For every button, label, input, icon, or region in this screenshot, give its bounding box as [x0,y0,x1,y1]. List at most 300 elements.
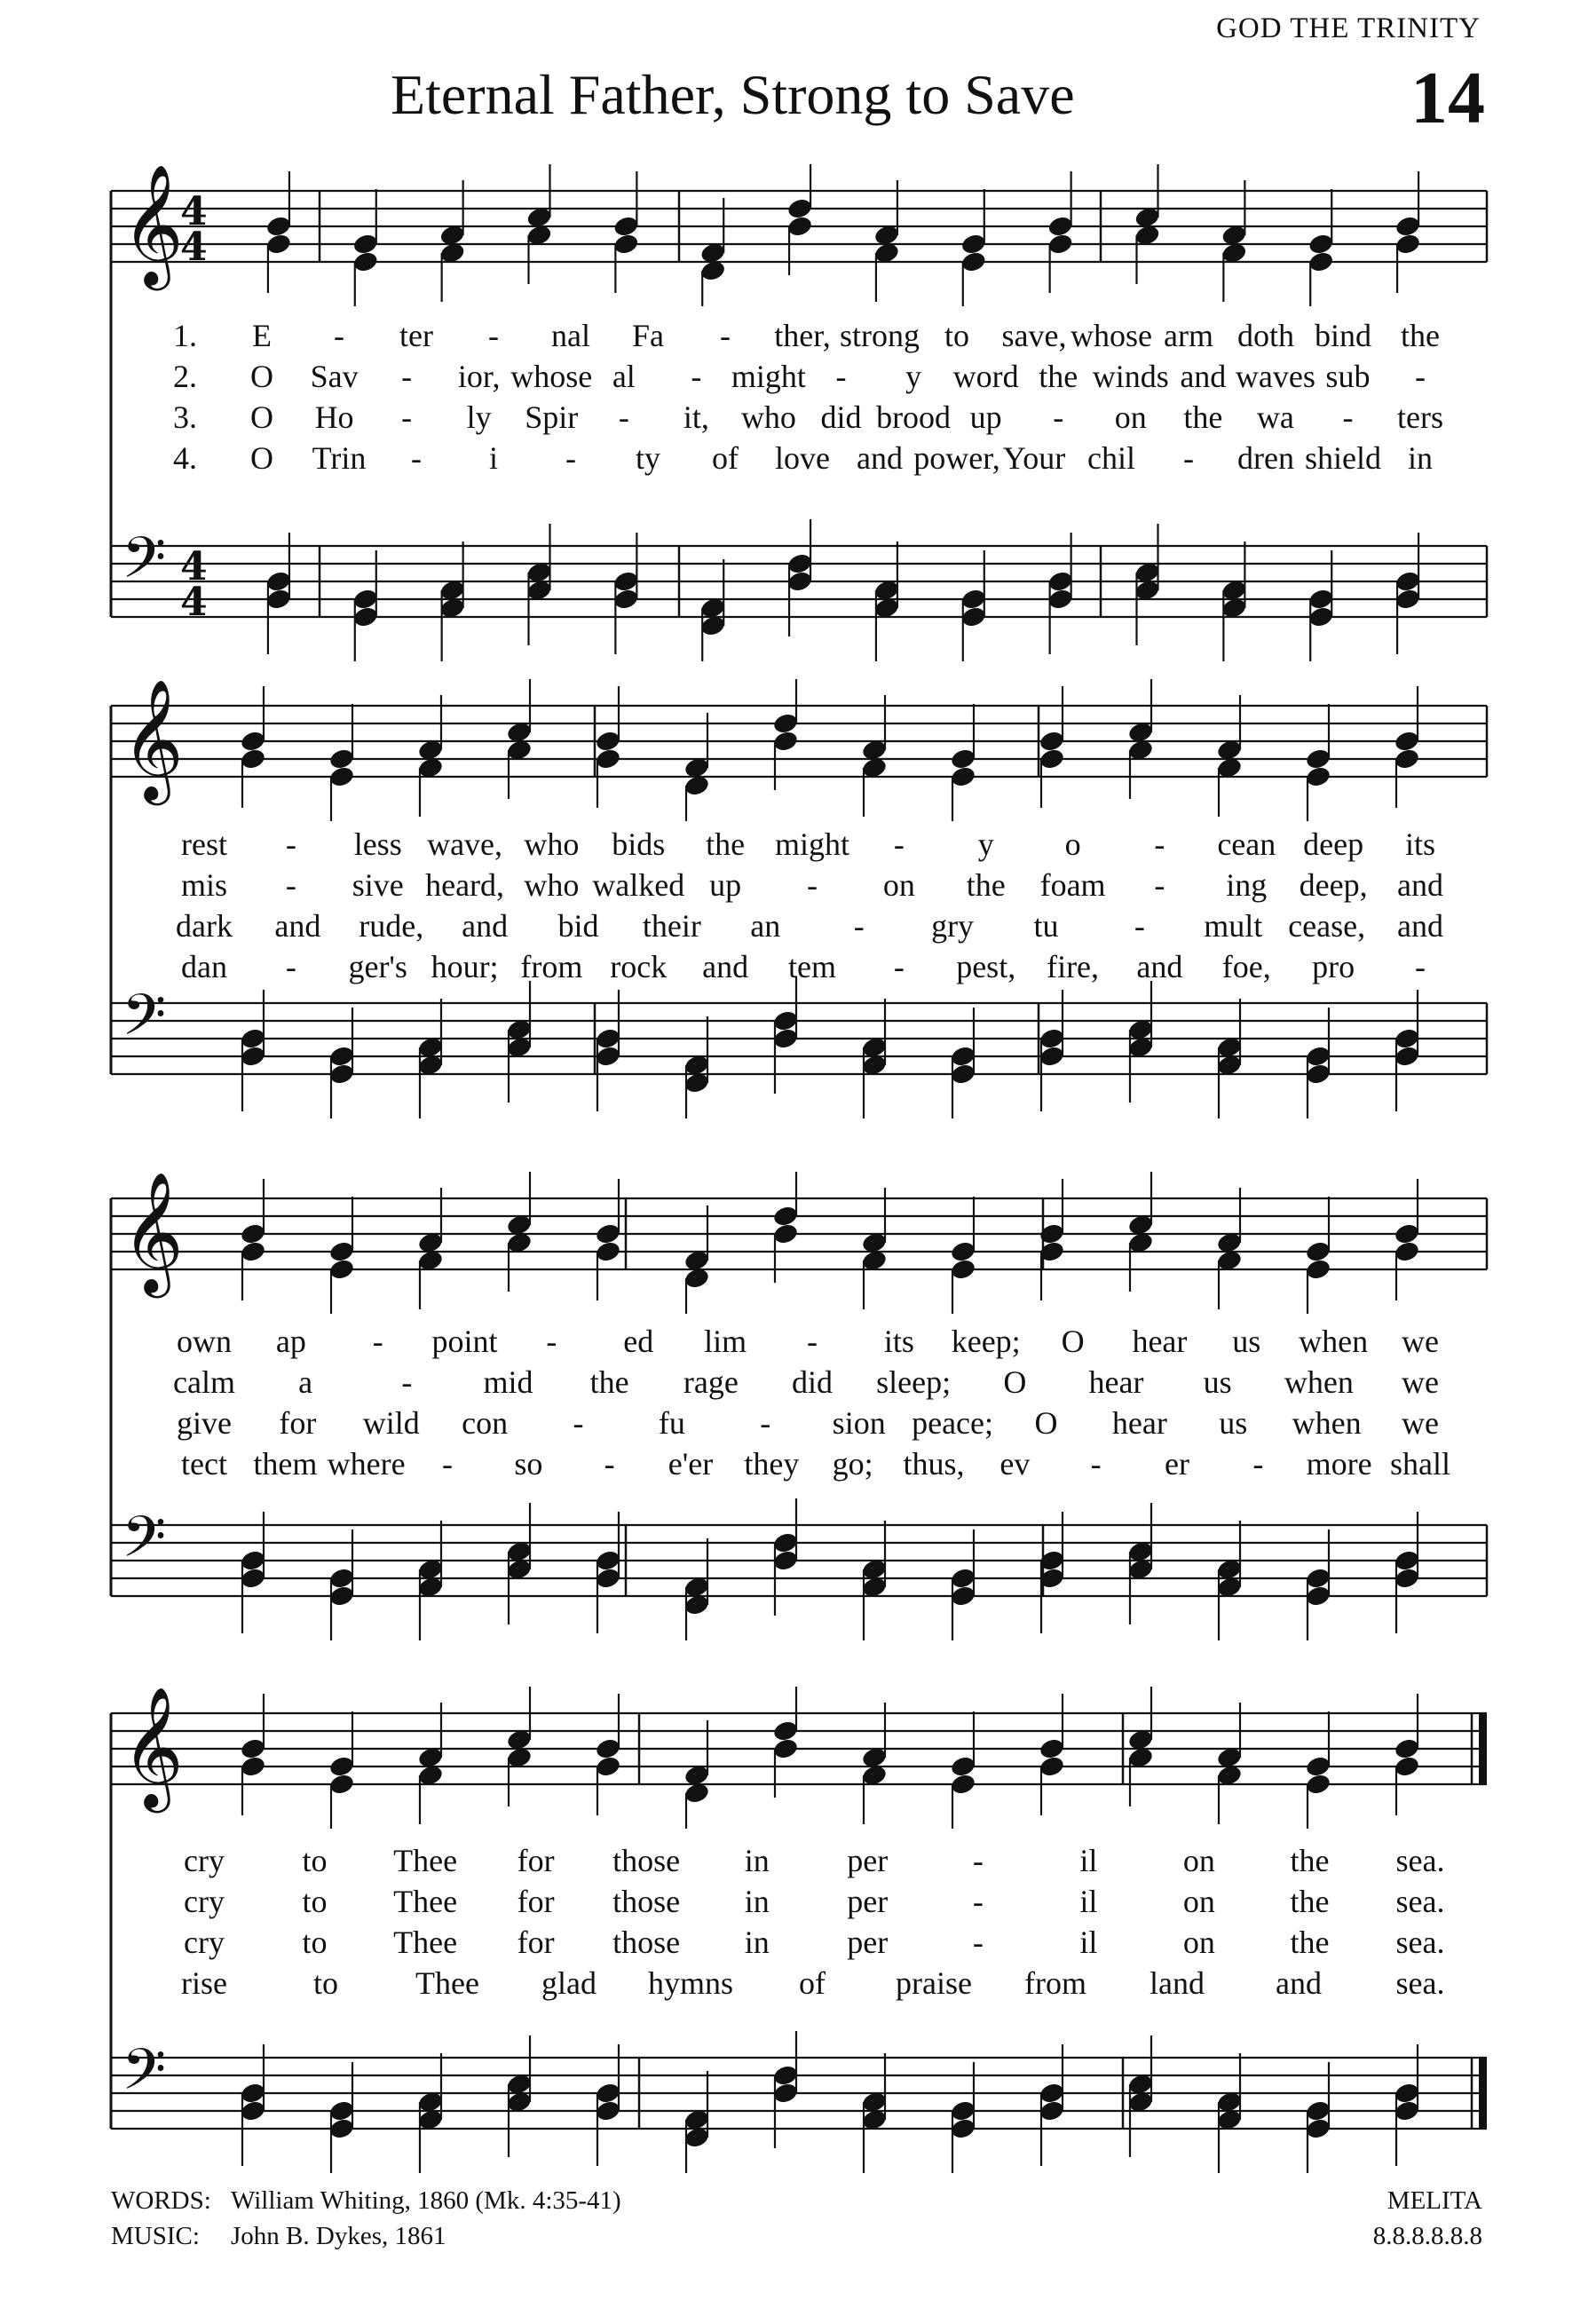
lyric-syllable: ly [466,399,492,435]
note-head [352,250,379,274]
lyric-syllable: er [1165,1446,1189,1482]
note-head [772,1531,800,1555]
note-head [950,747,977,771]
lyric-syllable: power, [913,440,1000,476]
lyric-syllable: foam [1039,867,1106,903]
lyric-syllable: glad [541,1965,597,2001]
lyric-syllable: Sav [310,359,359,394]
lyric-syllable: bids [612,826,666,862]
note-head [240,1027,267,1051]
lyric-syllable: dren [1237,440,1294,476]
syllable-hyphen: - [604,1446,615,1482]
lyric-syllable: bind [1314,318,1372,353]
lyric-syllable: tect [181,1446,227,1482]
lyric-syllable: O [250,440,273,476]
lyric-syllable: in [744,1884,770,1919]
music-credit [111,2222,446,2251]
verse-number: 3. [173,399,197,435]
syllable-hyphen: - [1090,1446,1102,1482]
note-head [328,1045,356,1069]
lyric-line-verse-3 [0,1922,1596,1963]
note-head [352,233,379,257]
lyric-syllable: and [1276,1965,1322,2001]
lyric-syllable: thus, [903,1446,965,1482]
note-head [240,1222,267,1246]
lyric-syllable: ter [399,318,433,353]
lyric-syllable: word [952,359,1019,394]
lyric-syllable: foe, [1221,949,1271,984]
lyric-syllable: the [1290,1884,1330,1919]
lyric-syllable: cry [184,1884,225,1919]
lyric-syllable: those [612,1884,681,1919]
lyric-syllable: to [944,318,970,353]
lyric-syllable: rock [610,949,668,984]
lyric-syllable: more [1306,1446,1372,1482]
note-head [772,1549,800,1573]
lyric-syllable: shield [1305,440,1381,476]
syllable-hyphen: - [893,826,905,862]
lyric-syllable: up [709,867,742,903]
note-head [772,1222,800,1246]
lyric-syllable: ters [1397,399,1443,435]
syllable-hyphen: - [442,1446,453,1482]
note-head [1308,250,1335,274]
note-head [240,747,267,771]
note-head [786,552,814,576]
lyric-syllable: gry [931,908,975,944]
note-head [595,1045,622,1069]
lyric-syllable: from [520,949,583,984]
lyric-syllable: Thee [393,1884,458,1919]
lyric-syllable: them [253,1446,318,1482]
note-head [1394,730,1421,754]
note-head [1305,1258,1332,1282]
lyric-syllable: might [731,359,806,394]
lyric-syllable: us [1219,1405,1248,1441]
lyric-syllable: on [882,867,915,903]
lyric-line-verse-1 [0,824,1596,865]
verse-number: 1. [173,318,197,353]
lyric-syllable: deep, [1299,867,1368,903]
lyric-syllable: E [252,318,272,353]
syllable-hyphen: - [807,1324,818,1359]
note-head [612,588,640,612]
lyric-syllable: tem [788,949,836,984]
tune-name: MELITA [1387,2186,1482,2215]
lyric-syllable: hymns [647,1965,734,2001]
note-head [950,1063,977,1087]
note-head [1305,1755,1332,1779]
time-signature-digit: 4 [180,544,208,589]
note-head [240,730,267,754]
syllable-hyphen: - [1415,949,1426,984]
lyric-syllable: per [847,1884,889,1919]
lyric-syllable: and [462,908,509,944]
note-head [595,1549,622,1573]
lyric-syllable: wa [1256,399,1294,435]
syllable-hyphen: - [972,1884,984,1919]
syllable-hyphen: - [1053,399,1064,435]
lyric-syllable: those [612,1843,681,1878]
note-head [1394,1222,1421,1246]
lyric-syllable: brood [876,399,952,435]
lyric-syllable: sub [1325,359,1371,394]
lyric-syllable: the [1290,1925,1330,1960]
syllable-hyphen: - [401,399,413,435]
lyric-syllable: who [524,826,580,862]
lyric-syllable: heard, [425,867,505,903]
lyric-syllable: shall [1390,1446,1450,1482]
lyric-syllable: the [1183,399,1223,435]
lyric-syllable: in [744,1843,770,1878]
hymn-number: 14 [1410,57,1485,139]
system-connector [109,1713,118,2129]
note-head [595,1755,622,1779]
note-head [1394,1240,1421,1264]
lyric-syllable: cean [1217,826,1276,862]
lyric-syllable: they [744,1446,800,1482]
lyric-syllable: y [977,826,994,862]
note-head [1305,2099,1332,2123]
lyric-syllable: waves [1235,359,1316,394]
note-head [772,1719,800,1743]
lyric-syllable: rise [181,1965,227,2001]
syllable-hyphen: - [720,318,731,353]
final-barline [1479,2058,1487,2129]
lyric-syllable: might [774,826,850,862]
note-head [1308,588,1335,612]
lyric-syllable: for [279,1405,317,1441]
lyric-syllable: whose [1071,318,1152,353]
note-head [1039,1027,1066,1051]
lyric-syllable: we [1402,1405,1439,1441]
lyric-syllable: O [1034,1405,1058,1441]
lyric-syllable: arm [1164,318,1213,353]
note-head [786,215,814,239]
note-head [1305,1063,1332,1087]
note-head [1394,1755,1421,1779]
lyric-syllable: whose [510,359,593,394]
lyric-syllable: the [1401,318,1440,353]
time-signature-digit: 4 [180,225,208,270]
meter: 8.8.8.8.8.8 [1372,2222,1482,2250]
note-head [1039,747,1066,771]
bass-staff-3 [0,1498,1596,1640]
note-head [1047,588,1074,612]
note-head [772,1009,800,1033]
lyric-line-verse-2 [0,1881,1596,1922]
lyric-line-verse-2 [0,865,1596,905]
lyric-syllable: o [1064,826,1081,862]
lyric-syllable: cease, [1288,908,1366,944]
syllable-hyphen: - [401,359,413,394]
syllable-hyphen: - [285,867,296,903]
note-head [950,1045,977,1069]
lyric-syllable: Trin [312,440,367,476]
lyric-syllable: sea. [1395,1843,1445,1878]
note-head [1394,1549,1421,1573]
note-head [328,1773,356,1797]
note-head [1305,747,1332,771]
note-head [1305,1045,1332,1069]
lyric-syllable: keep; [951,1324,1021,1359]
lyric-syllable: Thee [415,1965,479,2001]
note-head [328,1240,356,1264]
note-head [772,1027,800,1051]
lyric-syllable: to [302,1884,328,1919]
lyric-syllable: point [431,1324,498,1359]
lyric-syllable: from [1024,1965,1086,2001]
note-head [612,570,640,594]
lyric-syllable: the [706,826,746,862]
note-head [1394,2099,1421,2123]
note-head [772,1737,800,1761]
lyric-syllable: who [740,399,796,435]
note-head [1047,570,1074,594]
lyric-line-verse-3 [0,397,1596,438]
lyric-syllable: sleep; [876,1364,952,1400]
lyric-syllable: the [1039,359,1078,394]
syllable-hyphen: - [853,908,865,944]
note-head [1395,215,1422,239]
lyric-syllable: of [712,440,739,476]
system-connector [109,706,118,1074]
lyric-syllable: the [966,867,1006,903]
note-head [595,1240,622,1264]
note-head [595,747,622,771]
lyric-syllable: e'er [668,1446,714,1482]
treble-clef-icon: 𝄞 [122,1687,184,1807]
note-head [1305,1567,1332,1591]
lyric-line-verse-4 [0,1443,1596,1484]
syllable-hyphen: - [1183,440,1194,476]
lyric-syllable: its [883,1324,914,1359]
lyric-syllable: who [524,867,580,903]
lyric-syllable: to [302,1843,328,1878]
lyric-syllable: per [847,1843,889,1878]
lyric-line-verse-1 [0,315,1596,356]
lyric-syllable: sive [352,867,404,903]
syllable-hyphen: - [546,1324,557,1359]
lyric-syllable: il [1079,1925,1098,1960]
note-head [240,1549,267,1573]
syllable-hyphen: - [372,1324,383,1359]
syllable-hyphen: - [893,949,905,984]
note-head [328,2117,356,2141]
lyric-syllable: so [514,1446,543,1482]
lyric-syllable: it, [683,399,709,435]
lyric-syllable: in [1407,440,1434,476]
note-head [1039,2099,1066,2123]
music-text: John B. Dykes, 1861 [231,2222,446,2250]
syllable-hyphen: - [1415,359,1426,394]
lyric-syllable: al [612,359,636,394]
note-head [328,1585,356,1608]
words-label: WORDS: [111,2186,211,2215]
lyric-syllable: where [327,1446,406,1482]
lyric-syllable: to [302,1925,328,1960]
note-head [612,233,640,257]
lyric-line-verse-1 [0,1321,1596,1362]
note-head [612,215,640,239]
lyric-syllable: us [1232,1324,1261,1359]
lyric-syllable: less [353,826,402,862]
lyric-syllable: cry [184,1843,225,1878]
lyric-line-verse-3 [0,905,1596,946]
lyric-syllable: their [642,908,701,944]
lyric-syllable: fire, [1047,949,1100,984]
lyric-syllable: Thee [393,1925,458,1960]
lyric-syllable: peace; [912,1405,994,1441]
note-head [1395,588,1422,612]
syllable-hyphen: - [1134,908,1145,944]
note-head [328,1258,356,1282]
lyric-syllable: and [702,949,749,984]
lyric-syllable: rest [181,826,227,862]
lyric-syllable: we [1402,1364,1439,1400]
lyric-syllable: per [847,1925,889,1960]
lyric-syllable: and [1136,949,1183,984]
note-head [950,1773,977,1797]
lyric-syllable: ger's [348,949,407,984]
note-head [772,1205,800,1229]
lyric-syllable: winds [1092,359,1169,394]
note-head [1305,1773,1332,1797]
lyric-syllable: pest, [956,949,1016,984]
note-head [1394,1567,1421,1591]
bass-staff-2 [0,976,1596,1118]
words-credit [111,2186,621,2216]
lyric-syllable: chil [1087,440,1135,476]
note-head [1308,605,1335,629]
bass-clef-icon: 𝄢 [122,2037,167,2117]
bass-clef-icon: 𝄢 [122,1505,167,1585]
bass-staff-4 [0,2031,1596,2173]
lyric-syllable: give [177,1405,232,1441]
treble-staff-3 [0,1172,1596,1314]
syllable-hyphen: - [691,359,702,394]
treble-staff-2 [0,679,1596,821]
lyric-syllable: con [462,1405,509,1441]
syllable-hyphen: - [972,1843,984,1878]
lyric-syllable: bid [557,908,599,944]
note-head [772,712,800,736]
lyric-syllable: those [612,1925,681,1960]
note-head [328,1755,356,1779]
system-connector [109,1198,118,1596]
note-head [1047,215,1074,239]
lyric-line-verse-2 [0,356,1596,397]
lyric-syllable: us [1203,1364,1232,1400]
lyric-syllable: the [1290,1843,1330,1878]
lyric-syllable: O [1003,1364,1027,1400]
lyric-syllable: pro [1312,949,1355,984]
lyric-syllable: fu [658,1405,685,1441]
lyric-line-verse-3 [0,1403,1596,1443]
lyric-syllable: for [517,1843,555,1878]
syllable-hyphen: - [285,826,296,862]
lyric-syllable: deep [1303,826,1364,862]
lyric-syllable: an [750,908,781,944]
hymn-title: Eternal Father, Strong to Save [391,63,1075,126]
lyric-syllable: did [820,399,862,435]
note-head [950,765,977,789]
lyric-syllable: il [1079,1884,1098,1919]
lyric-syllable: sion [832,1405,886,1441]
note-head [595,1567,622,1591]
lyric-syllable: on [1114,399,1147,435]
note-head [1394,1027,1421,1051]
lyric-syllable: sea. [1395,1965,1445,2001]
syllable-hyphen: - [1342,399,1354,435]
note-head [1394,1045,1421,1069]
note-head [1395,233,1422,257]
system-connector [109,191,118,617]
note-head [240,1240,267,1264]
note-head [950,2117,977,2141]
syllable-hyphen: - [1252,1446,1264,1482]
note-head [1394,747,1421,771]
lyric-syllable: i [488,440,499,476]
lyric-syllable: Thee [393,1843,458,1878]
note-head [960,605,987,629]
lyric-syllable: nal [551,318,590,353]
syllable-hyphen: - [334,318,344,353]
note-head [352,588,379,612]
note-head [595,1737,622,1761]
note-head [595,2099,622,2123]
note-head [352,605,379,629]
syllable-hyphen: - [411,440,422,476]
lyric-syllable: a [298,1364,313,1400]
note-head [595,2082,622,2106]
lyric-syllable: cry [184,1925,225,1960]
lyric-syllable: mis [180,867,228,903]
note-head [1039,730,1066,754]
lyric-line-verse-2 [0,1362,1596,1403]
note-head [595,1222,622,1246]
lyric-syllable: mid [483,1364,533,1400]
syllable-hyphen: - [972,1925,984,1960]
note-head [240,2099,267,2123]
lyric-syllable: of [799,1965,826,2001]
note-head [595,730,622,754]
lyric-syllable: strong [840,318,920,353]
lyric-syllable: ty [635,440,661,476]
lyric-syllable: and [274,908,321,944]
treble-staff-1 [0,164,1596,306]
note-head [950,1240,977,1264]
lyric-syllable: up [969,399,1002,435]
note-head [1395,570,1422,594]
time-signature-digit: 4 [180,189,208,234]
lyric-syllable: love [775,440,830,476]
lyric-syllable: hear [1111,1405,1167,1441]
note-head [328,1063,356,1087]
lyric-syllable: ior, [457,359,501,394]
note-head [328,1567,356,1591]
note-head [960,250,987,274]
words-text: William Whiting, 1860 (Mk. 4:35-41) [231,2186,621,2215]
syllable-hyphen: - [807,867,818,903]
lyric-syllable: Your [1002,440,1066,476]
lyric-syllable: on [1182,1884,1215,1919]
note-head [786,197,814,221]
bass-clef-icon: 𝄢 [122,983,167,1063]
treble-clef-icon: 𝄞 [122,164,184,285]
note-head [1039,1737,1066,1761]
note-head [1305,1240,1332,1264]
